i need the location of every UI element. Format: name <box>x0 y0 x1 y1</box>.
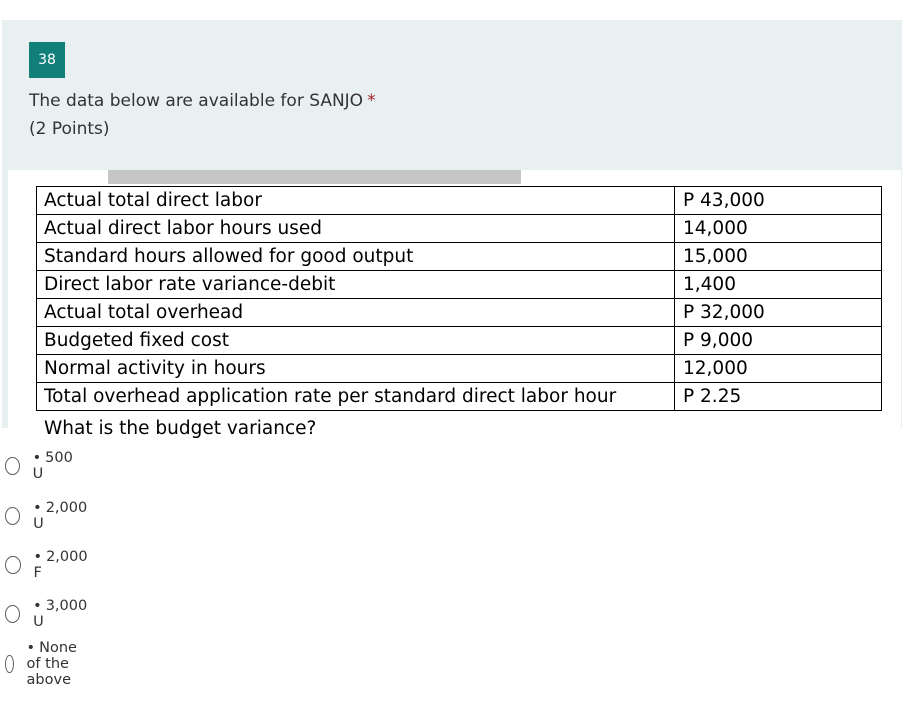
row-label: Actual total direct labor <box>37 187 675 215</box>
question-title <box>29 91 376 111</box>
option-label <box>33 500 90 532</box>
question-card <box>2 20 902 439</box>
row-label: Budgeted fixed cost <box>37 327 675 355</box>
question-points: (2 Points) <box>29 119 110 139</box>
bullet-icon: • <box>33 598 42 614</box>
question-prompt: What is the budget variance? <box>44 418 317 439</box>
row-value: P 32,000 <box>675 299 882 327</box>
bullet-icon: • <box>33 549 43 565</box>
row-value: 14,000 <box>675 215 882 243</box>
bullet-icon: • <box>33 500 42 516</box>
data-table <box>36 186 882 411</box>
option-text: 500 U <box>32 450 73 482</box>
option-500-u[interactable] <box>5 452 76 480</box>
row-value: 1,400 <box>675 271 882 299</box>
row-value: P 2.25 <box>675 383 882 411</box>
row-value: 15,000 <box>675 243 882 271</box>
table-row <box>37 271 882 299</box>
question-number-badge: 38 <box>29 42 65 78</box>
radio-button[interactable] <box>5 507 20 525</box>
row-value: P 9,000 <box>675 327 882 355</box>
radio-button[interactable] <box>5 556 21 574</box>
option-label <box>27 640 87 688</box>
table-row <box>37 187 882 215</box>
option-2000-f[interactable] <box>5 551 90 579</box>
option-text: None of the above <box>26 640 77 688</box>
row-label: Actual direct labor hours used <box>37 215 675 243</box>
table-row <box>37 383 882 411</box>
image-header-bar <box>108 170 521 184</box>
table-row <box>37 327 882 355</box>
row-label: Direct labor rate variance-debit <box>37 271 675 299</box>
option-text: 3,000 U <box>33 598 88 630</box>
row-label: Total overhead application rate per standard direct labor hour <box>37 383 675 411</box>
table-row <box>37 299 882 327</box>
option-text: 2,000 U <box>33 500 88 532</box>
required-marker: * <box>367 91 376 111</box>
option-label <box>34 549 91 581</box>
question-image <box>8 170 901 446</box>
bullet-icon: • <box>26 640 36 656</box>
row-label: Actual total overhead <box>37 299 675 327</box>
option-text: 2,000 F <box>33 549 88 581</box>
row-label: Standard hours allowed for good output <box>37 243 675 271</box>
option-label <box>33 450 77 482</box>
bullet-icon: • <box>32 450 42 466</box>
table-row <box>37 355 882 383</box>
table-row <box>37 243 882 271</box>
option-2000-u[interactable] <box>5 502 90 530</box>
option-3000-u[interactable] <box>5 600 90 628</box>
table-row <box>37 215 882 243</box>
option-none-of-the-above[interactable] <box>5 640 86 688</box>
radio-button[interactable] <box>5 605 20 623</box>
row-value: 12,000 <box>675 355 882 383</box>
option-label <box>33 598 90 630</box>
radio-button[interactable] <box>5 655 14 673</box>
row-label: Normal activity in hours <box>37 355 675 383</box>
row-value: P 43,000 <box>675 187 882 215</box>
question-title-text: The data below are available for SANJO <box>29 91 364 111</box>
radio-button[interactable] <box>5 457 20 475</box>
